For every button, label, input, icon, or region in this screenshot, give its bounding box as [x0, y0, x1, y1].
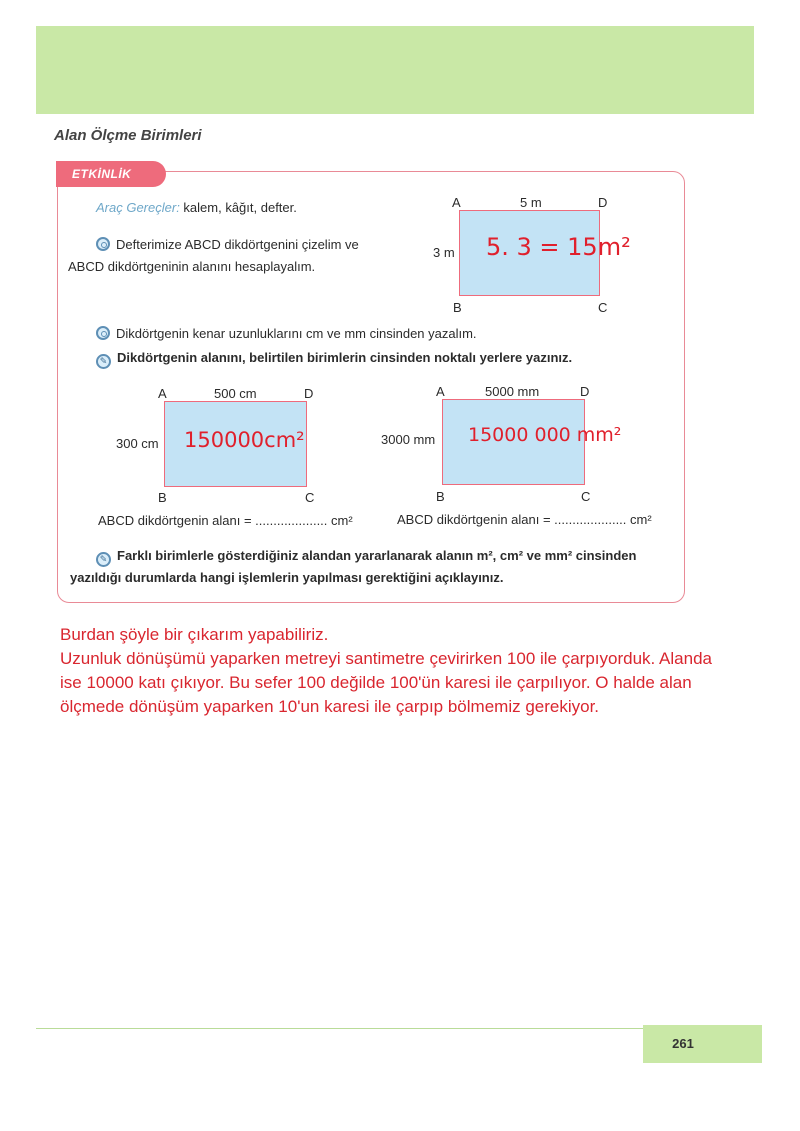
- rect-cm-label-a: A: [158, 386, 167, 401]
- target-icon: [96, 326, 110, 340]
- step4-line1: [96, 548, 636, 567]
- rect-mm-label-c: C: [581, 489, 591, 504]
- rect-mm-top-length: 5000 mm: [485, 384, 540, 399]
- step2-text: Dikdörtgenin kenar uzunluklarını cm ve mm cinsinden yazalım.: [116, 326, 477, 341]
- page-number: 261: [672, 1036, 694, 1051]
- rect-main-side-length: 3 m: [433, 245, 455, 260]
- rect-cm-side-length: 300 cm: [116, 436, 159, 451]
- footer-rule: [36, 1028, 646, 1029]
- rect-cm-label-c: C: [305, 490, 315, 505]
- header-band: [36, 26, 754, 114]
- rect-main-label-a: A: [452, 195, 461, 210]
- tools-label: Araç Gereçler:: [96, 200, 180, 215]
- rect-cm-handwritten-answer: 150000cm²: [184, 428, 305, 452]
- step4-text: Farklı birimlerle gösterdiğiniz alandan yararlanarak alanın m², cm² ve mm² cinsinden: [117, 548, 637, 563]
- rect-cm-label-d: D: [304, 386, 314, 401]
- rect-mm-label-d: D: [580, 384, 590, 399]
- step4-line2: yazıldığı durumlarda hangi işlemlerin yapılması gerektiğini açıklayınız.: [70, 570, 504, 585]
- answer-note-line4: ölçmede dönüşüm yaparken 10'un karesi ile çarpıp bölmemiz gerekiyor.: [60, 697, 600, 716]
- answer-note-line2: Uzunluk dönüşümü yaparken metreyi santimetre çevirirken 100 ile çarpıyorduk. Alanda: [60, 649, 712, 668]
- rect-main-label-c: C: [598, 300, 608, 315]
- step3-text: Dikdörtgenin alanını, belirtilen birimlerin cinsinden noktalı yerlere yazınız.: [117, 350, 573, 365]
- rect-mm-side-length: 3000 mm: [381, 432, 436, 447]
- rect-main-label-d: D: [598, 195, 608, 210]
- rect-cm-top-length: 500 cm: [214, 386, 257, 401]
- answer-note-line3: ise 10000 katı çıkıyor. Bu sefer 100 değilde 100'ün karesi ile çarpılıyor. O halde alan: [60, 673, 692, 692]
- target-icon: [96, 237, 110, 251]
- rect-mm-label-b: B: [436, 489, 445, 504]
- section-title: Alan Ölçme Birimleri: [54, 127, 202, 144]
- step2-line: [96, 326, 477, 341]
- step1-text: Defterimize ABCD dikdörtgenini çizelim ve: [116, 237, 359, 252]
- step1-line2: ABCD dikdörtgeninin alanını hesaplayalım.: [68, 259, 316, 274]
- activity-tab: ETKİNLİK: [56, 161, 166, 187]
- rect-mm-label-a: A: [436, 384, 445, 399]
- tools-line: [96, 200, 297, 215]
- rect-mm-handwritten-answer: 15000 000 mm²: [468, 424, 622, 446]
- step3-line: [96, 350, 572, 369]
- rect-cm-label-b: B: [158, 490, 167, 505]
- tools-value: kalem, kâğıt, defter.: [179, 200, 297, 215]
- step1-line1: [96, 237, 359, 252]
- pencil-icon: ✎: [96, 552, 111, 567]
- rect-main-top-length: 5 m: [520, 195, 542, 210]
- pencil-icon: ✎: [96, 354, 111, 369]
- rect-mm-area-caption: ABCD dikdörtgenin alanı = .................... cm²: [397, 512, 652, 527]
- rect-main-label-b: B: [453, 300, 462, 315]
- rect-cm-area-caption: ABCD dikdörtgenin alanı = .................... cm²: [98, 513, 353, 528]
- answer-note-line1: Burdan şöyle bir çıkarım yapabiliriz.: [60, 625, 329, 644]
- rect-main-handwritten-answer: 5. 3 = 15m²: [486, 233, 631, 261]
